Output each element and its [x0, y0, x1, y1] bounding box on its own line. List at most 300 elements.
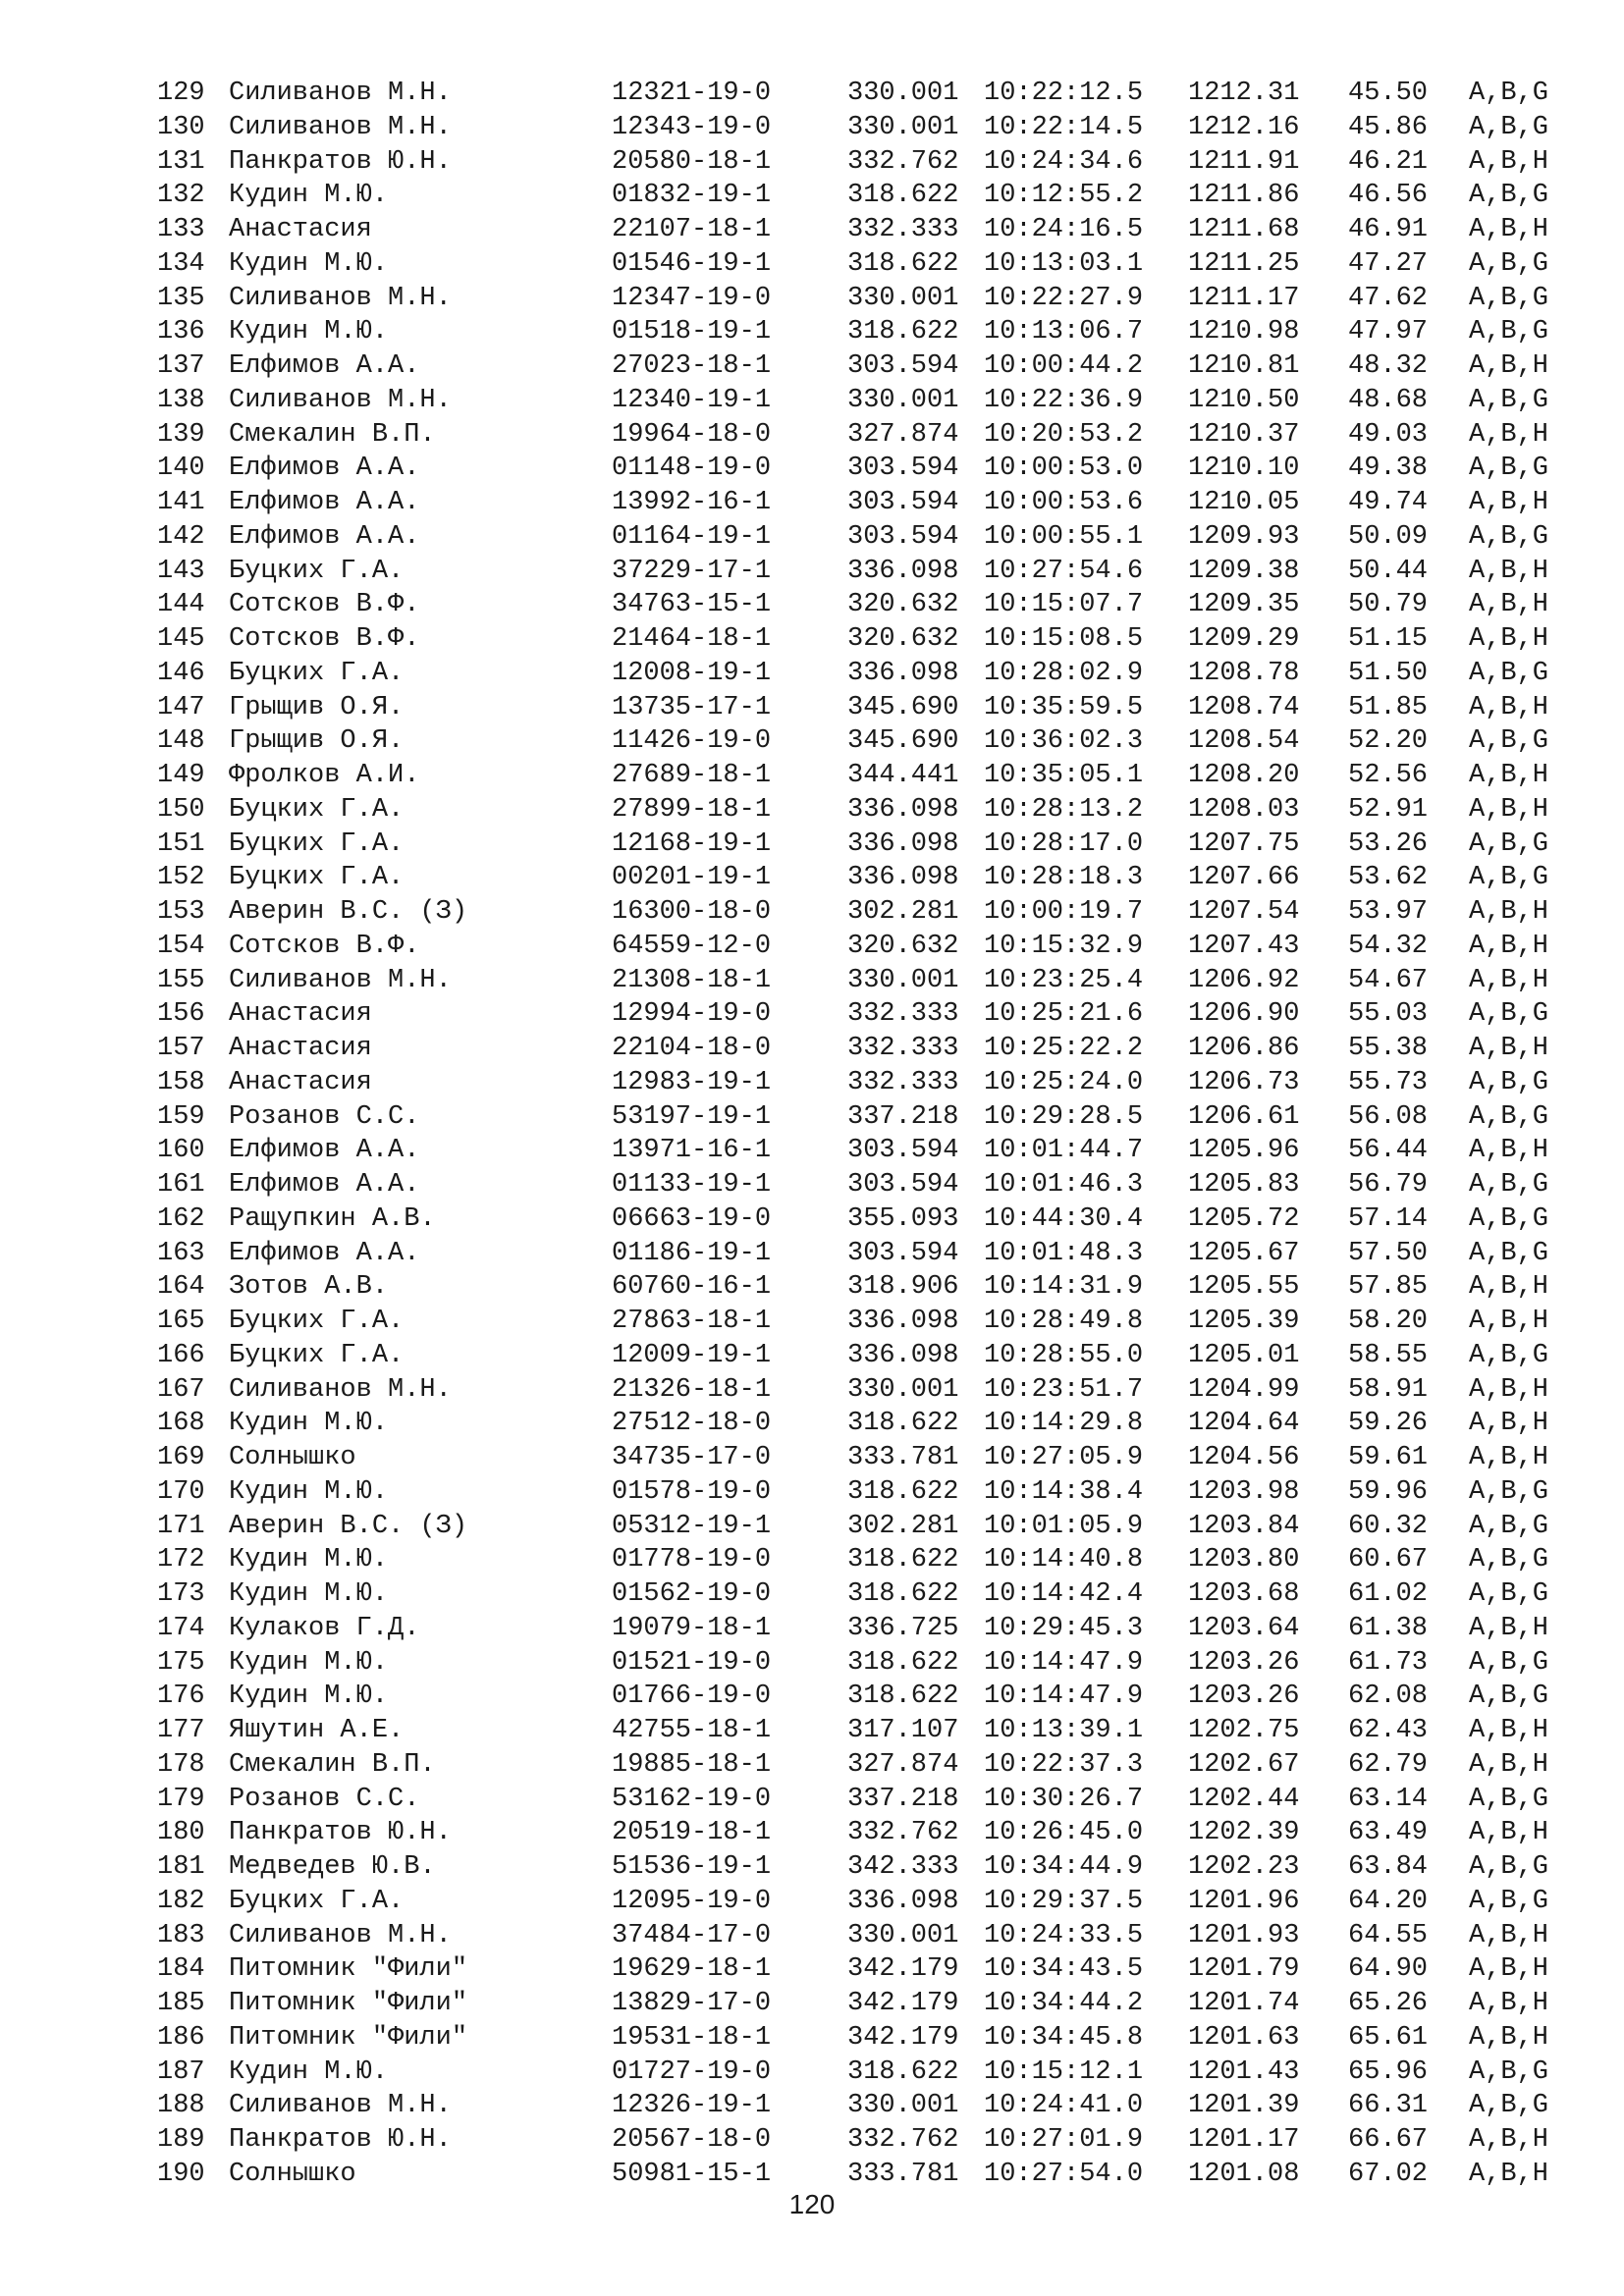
place-cell: 187 [157, 2056, 205, 2087]
coefficient-cell: 54.67 [1348, 965, 1429, 995]
table-row [157, 1885, 1561, 1919]
place-cell: 172 [157, 1545, 205, 1575]
coefficient-cell: 50.09 [1348, 521, 1429, 552]
categories-cell: A,B,H [1469, 2125, 1549, 2155]
ring-number-cell: 27689-18-1 [612, 761, 772, 790]
speed-cell: 1210.37 [1188, 419, 1300, 450]
coefficient-cell: 60.67 [1348, 1545, 1429, 1575]
speed-cell: 1205.72 [1188, 1203, 1300, 1234]
speed-cell: 1206.61 [1188, 1101, 1300, 1132]
categories-cell: A,B,G [1469, 1067, 1549, 1097]
place-cell: 181 [157, 1852, 205, 1882]
place-cell: 136 [157, 317, 205, 347]
arrival-time-cell: 10:28:55.0 [984, 1340, 1144, 1370]
arrival-time-cell: 10:01:46.3 [984, 1170, 1144, 1200]
ring-number-cell: 12095-19-0 [612, 1886, 772, 1916]
place-cell: 190 [157, 2159, 205, 2189]
distance-cell: 327.874 [847, 1749, 959, 1780]
speed-cell: 1207.54 [1188, 897, 1300, 927]
owner-name-cell: Силиванов М.Н. [229, 1920, 452, 1950]
owner-name-cell: Грыщив О.Я. [229, 726, 405, 757]
arrival-time-cell: 10:30:26.7 [984, 1784, 1144, 1814]
ring-number-cell: 37484-17-0 [612, 1920, 772, 1950]
distance-cell: 317.107 [847, 1716, 959, 1745]
place-cell: 177 [157, 1716, 205, 1745]
coefficient-cell: 53.26 [1348, 828, 1429, 859]
arrival-time-cell: 10:22:37.3 [984, 1749, 1144, 1780]
speed-cell: 1209.93 [1188, 521, 1300, 552]
ring-number-cell: 12347-19-0 [612, 283, 772, 313]
place-cell: 132 [157, 181, 205, 211]
owner-name-cell: Сотсков В.Ф. [229, 590, 420, 620]
owner-name-cell: Смекалин В.П. [229, 419, 436, 450]
speed-cell: 1206.92 [1188, 965, 1300, 995]
ring-number-cell: 05312-19-1 [612, 1511, 772, 1541]
place-cell: 186 [157, 2022, 205, 2053]
categories-cell: A,B,H [1469, 1818, 1549, 1848]
ring-number-cell: 12008-19-1 [612, 658, 772, 688]
coefficient-cell: 62.08 [1348, 1682, 1429, 1712]
arrival-time-cell: 10:29:37.5 [984, 1886, 1144, 1916]
speed-cell: 1208.20 [1188, 761, 1300, 790]
speed-cell: 1201.43 [1188, 2056, 1300, 2087]
categories-cell: A,B,G [1469, 181, 1549, 211]
speed-cell: 1208.78 [1188, 658, 1300, 688]
place-cell: 130 [157, 112, 205, 142]
categories-cell: A,B,G [1469, 999, 1549, 1030]
ring-number-cell: 16300-18-0 [612, 897, 772, 927]
table-row [157, 1714, 1561, 1748]
place-cell: 137 [157, 351, 205, 381]
speed-cell: 1210.98 [1188, 317, 1300, 347]
distance-cell: 336.098 [847, 863, 959, 893]
arrival-time-cell: 10:28:17.0 [984, 828, 1144, 859]
speed-cell: 1209.38 [1188, 556, 1300, 586]
categories-cell: A,B,G [1469, 79, 1549, 108]
owner-name-cell: Сотсков В.Ф. [229, 624, 420, 654]
table-row [157, 997, 1561, 1032]
table-row [157, 384, 1561, 418]
coefficient-cell: 48.68 [1348, 385, 1429, 415]
coefficient-cell: 49.03 [1348, 419, 1429, 450]
speed-cell: 1201.93 [1188, 1920, 1300, 1950]
table-row [157, 111, 1561, 145]
categories-cell: A,B,G [1469, 1682, 1549, 1712]
categories-cell: A,B,H [1469, 1136, 1549, 1166]
place-cell: 157 [157, 1034, 205, 1063]
coefficient-cell: 53.97 [1348, 897, 1429, 927]
owner-name-cell: Кудин М.Ю. [229, 181, 389, 211]
owner-name-cell: Кудин М.Ю. [229, 1476, 389, 1507]
ring-number-cell: 37229-17-1 [612, 556, 772, 586]
speed-cell: 1205.39 [1188, 1307, 1300, 1336]
owner-name-cell: Силиванов М.Н. [229, 2091, 452, 2121]
arrival-time-cell: 10:34:44.9 [984, 1852, 1144, 1882]
coefficient-cell: 62.79 [1348, 1749, 1429, 1780]
place-cell: 148 [157, 726, 205, 757]
table-row [157, 145, 1561, 180]
table-row [157, 1577, 1561, 1612]
arrival-time-cell: 10:14:31.9 [984, 1272, 1144, 1303]
arrival-time-cell: 10:01:44.7 [984, 1136, 1144, 1166]
categories-cell: A,B,H [1469, 590, 1549, 620]
categories-cell: A,B,H [1469, 1613, 1549, 1643]
arrival-time-cell: 10:15:07.7 [984, 590, 1144, 620]
owner-name-cell: Кудин М.Ю. [229, 1545, 389, 1575]
table-row [157, 793, 1561, 828]
table-row [157, 1680, 1561, 1714]
place-cell: 151 [157, 828, 205, 859]
table-row [157, 1919, 1561, 1953]
arrival-time-cell: 10:01:48.3 [984, 1238, 1144, 1268]
place-cell: 162 [157, 1203, 205, 1234]
table-row [157, 622, 1561, 657]
categories-cell: A,B,G [1469, 283, 1549, 313]
ring-number-cell: 19629-18-1 [612, 1954, 772, 1985]
page-number: 120 [788, 2189, 836, 2219]
ring-number-cell: 12983-19-1 [612, 1067, 772, 1097]
ring-number-cell: 13992-16-1 [612, 488, 772, 517]
coefficient-cell: 60.32 [1348, 1511, 1429, 1541]
speed-cell: 1210.05 [1188, 488, 1300, 517]
place-cell: 131 [157, 146, 205, 177]
place-cell: 165 [157, 1307, 205, 1336]
speed-cell: 1207.75 [1188, 828, 1300, 859]
speed-cell: 1208.54 [1188, 726, 1300, 757]
place-cell: 139 [157, 419, 205, 450]
categories-cell: A,B,H [1469, 1954, 1549, 1985]
ring-number-cell: 01832-19-1 [612, 181, 772, 211]
coefficient-cell: 45.50 [1348, 79, 1429, 108]
distance-cell: 342.179 [847, 2022, 959, 2053]
ring-number-cell: 19079-18-1 [612, 1613, 772, 1643]
owner-name-cell: Смекалин В.П. [229, 1749, 436, 1780]
table-row [157, 1270, 1561, 1305]
coefficient-cell: 57.85 [1348, 1272, 1429, 1303]
place-cell: 146 [157, 658, 205, 688]
coefficient-cell: 56.79 [1348, 1170, 1429, 1200]
ring-number-cell: 12343-19-0 [612, 112, 772, 142]
arrival-time-cell: 10:25:24.0 [984, 1067, 1144, 1097]
arrival-time-cell: 10:44:30.4 [984, 1203, 1144, 1234]
table-row [157, 1202, 1561, 1237]
categories-cell: A,B,G [1469, 1647, 1549, 1678]
arrival-time-cell: 10:27:54.0 [984, 2159, 1144, 2189]
place-cell: 133 [157, 215, 205, 244]
place-cell: 149 [157, 761, 205, 790]
coefficient-cell: 49.38 [1348, 454, 1429, 484]
categories-cell: A,B,H [1469, 931, 1549, 961]
arrival-time-cell: 10:22:12.5 [984, 79, 1144, 108]
ring-number-cell: 06663-19-0 [612, 1203, 772, 1234]
owner-name-cell: Грыщив О.Я. [229, 692, 405, 722]
coefficient-cell: 63.84 [1348, 1852, 1429, 1882]
owner-name-cell: Зотов А.В. [229, 1272, 389, 1303]
owner-name-cell: Елфимов А.А. [229, 351, 420, 381]
table-row [157, 282, 1561, 316]
coefficient-cell: 61.73 [1348, 1647, 1429, 1678]
place-cell: 183 [157, 1920, 205, 1950]
coefficient-cell: 63.14 [1348, 1784, 1429, 1814]
coefficient-cell: 66.67 [1348, 2125, 1429, 2155]
ring-number-cell: 12168-19-1 [612, 828, 772, 859]
ring-number-cell: 51536-19-1 [612, 1852, 772, 1882]
ring-number-cell: 27899-18-1 [612, 794, 772, 825]
place-cell: 143 [157, 556, 205, 586]
arrival-time-cell: 10:23:25.4 [984, 965, 1144, 995]
distance-cell: 330.001 [847, 1920, 959, 1950]
distance-cell: 320.632 [847, 931, 959, 961]
distance-cell: 327.874 [847, 419, 959, 450]
place-cell: 129 [157, 79, 205, 108]
distance-cell: 318.622 [847, 1409, 959, 1439]
coefficient-cell: 57.50 [1348, 1238, 1429, 1268]
owner-name-cell: Буцких Г.А. [229, 556, 405, 586]
ring-number-cell: 50981-15-1 [612, 2159, 772, 2189]
ring-number-cell: 11426-19-0 [612, 726, 772, 757]
distance-cell: 333.781 [847, 2159, 959, 2189]
distance-cell: 302.281 [847, 897, 959, 927]
arrival-time-cell: 10:14:42.4 [984, 1579, 1144, 1609]
place-cell: 155 [157, 965, 205, 995]
table-row [157, 2021, 1561, 2056]
owner-name-cell: Аверин В.С. (З) [229, 1511, 468, 1541]
arrival-time-cell: 10:13:39.1 [984, 1716, 1144, 1745]
distance-cell: 302.281 [847, 1511, 959, 1541]
ring-number-cell: 19531-18-1 [612, 2022, 772, 2053]
arrival-time-cell: 10:34:43.5 [984, 1954, 1144, 1985]
coefficient-cell: 59.61 [1348, 1443, 1429, 1472]
categories-cell: A,B,G [1469, 1852, 1549, 1882]
categories-cell: A,B,G [1469, 1170, 1549, 1200]
arrival-time-cell: 10:24:34.6 [984, 146, 1144, 177]
table-row [157, 861, 1561, 895]
arrival-time-cell: 10:14:47.9 [984, 1682, 1144, 1712]
arrival-time-cell: 10:23:51.7 [984, 1374, 1144, 1405]
ring-number-cell: 01164-19-1 [612, 521, 772, 552]
coefficient-cell: 51.85 [1348, 692, 1429, 722]
ring-number-cell: 13829-17-0 [612, 1989, 772, 2018]
owner-name-cell: Розанов С.С. [229, 1101, 420, 1132]
coefficient-cell: 64.20 [1348, 1886, 1429, 1916]
table-row [157, 1134, 1561, 1168]
owner-name-cell: Кудин М.Ю. [229, 1579, 389, 1609]
ring-number-cell: 34763-15-1 [612, 590, 772, 620]
ring-number-cell: 20580-18-1 [612, 146, 772, 177]
distance-cell: 318.622 [847, 248, 959, 279]
coefficient-cell: 46.21 [1348, 146, 1429, 177]
owner-name-cell: Кудин М.Ю. [229, 317, 389, 347]
categories-cell: A,B,G [1469, 1101, 1549, 1132]
speed-cell: 1211.68 [1188, 215, 1300, 244]
speed-cell: 1203.84 [1188, 1511, 1300, 1541]
place-cell: 176 [157, 1682, 205, 1712]
owner-name-cell: Буцких Г.А. [229, 1307, 405, 1336]
place-cell: 185 [157, 1989, 205, 2018]
categories-cell: A,B,G [1469, 1784, 1549, 1814]
coefficient-cell: 47.27 [1348, 248, 1429, 279]
distance-cell: 318.622 [847, 317, 959, 347]
owner-name-cell: Анастасия [229, 215, 372, 244]
categories-cell: A,B,G [1469, 828, 1549, 859]
coefficient-cell: 53.62 [1348, 863, 1429, 893]
categories-cell: A,B,G [1469, 2091, 1549, 2121]
arrival-time-cell: 10:35:05.1 [984, 761, 1144, 790]
categories-cell: A,B,G [1469, 248, 1549, 279]
distance-cell: 330.001 [847, 79, 959, 108]
ring-number-cell: 12326-19-1 [612, 2091, 772, 2121]
place-cell: 138 [157, 385, 205, 415]
place-cell: 134 [157, 248, 205, 279]
categories-cell: A,B,H [1469, 2022, 1549, 2053]
coefficient-cell: 67.02 [1348, 2159, 1429, 2189]
coefficient-cell: 55.03 [1348, 999, 1429, 1030]
speed-cell: 1204.99 [1188, 1374, 1300, 1405]
ring-number-cell: 12340-19-1 [612, 385, 772, 415]
owner-name-cell: Солнышко [229, 1443, 356, 1472]
ring-number-cell: 13735-17-1 [612, 692, 772, 722]
categories-cell: A,B,H [1469, 794, 1549, 825]
coefficient-cell: 51.50 [1348, 658, 1429, 688]
place-cell: 175 [157, 1647, 205, 1678]
coefficient-cell: 54.32 [1348, 931, 1429, 961]
speed-cell: 1212.16 [1188, 112, 1300, 142]
coefficient-cell: 52.20 [1348, 726, 1429, 757]
place-cell: 171 [157, 1511, 205, 1541]
table-row [157, 77, 1561, 111]
arrival-time-cell: 10:27:54.6 [984, 556, 1144, 586]
ring-number-cell: 12994-19-0 [612, 999, 772, 1030]
arrival-time-cell: 10:00:53.0 [984, 454, 1144, 484]
place-cell: 184 [157, 1954, 205, 1985]
arrival-time-cell: 10:24:41.0 [984, 2091, 1144, 2121]
table-row [157, 2158, 1561, 2192]
categories-cell: A,B,H [1469, 1749, 1549, 1780]
distance-cell: 336.098 [847, 794, 959, 825]
place-cell: 152 [157, 863, 205, 893]
speed-cell: 1203.26 [1188, 1682, 1300, 1712]
categories-cell: A,B,H [1469, 2159, 1549, 2189]
categories-cell: A,B,H [1469, 1307, 1549, 1336]
ring-number-cell: 01518-19-1 [612, 317, 772, 347]
arrival-time-cell: 10:15:12.1 [984, 2056, 1144, 2087]
table-row [157, 247, 1561, 282]
distance-cell: 342.179 [847, 1989, 959, 2018]
place-cell: 170 [157, 1476, 205, 1507]
speed-cell: 1205.01 [1188, 1340, 1300, 1370]
ring-number-cell: 27023-18-1 [612, 351, 772, 381]
arrival-time-cell: 10:22:27.9 [984, 283, 1144, 313]
speed-cell: 1201.96 [1188, 1886, 1300, 1916]
distance-cell: 332.333 [847, 215, 959, 244]
coefficient-cell: 47.97 [1348, 317, 1429, 347]
ring-number-cell: 01578-19-0 [612, 1476, 772, 1507]
arrival-time-cell: 10:28:18.3 [984, 863, 1144, 893]
table-row [157, 1339, 1561, 1373]
arrival-time-cell: 10:29:45.3 [984, 1613, 1144, 1643]
table-row [157, 1066, 1561, 1100]
distance-cell: 330.001 [847, 965, 959, 995]
arrival-time-cell: 10:24:33.5 [984, 1920, 1144, 1950]
distance-cell: 332.333 [847, 999, 959, 1030]
owner-name-cell: Яшутин А.Е. [229, 1716, 405, 1745]
distance-cell: 330.001 [847, 385, 959, 415]
place-cell: 164 [157, 1272, 205, 1303]
distance-cell: 320.632 [847, 624, 959, 654]
speed-cell: 1203.64 [1188, 1613, 1300, 1643]
place-cell: 179 [157, 1784, 205, 1814]
place-cell: 135 [157, 283, 205, 313]
place-cell: 174 [157, 1613, 205, 1643]
owner-name-cell: Кулаков Г.Д. [229, 1613, 420, 1643]
speed-cell: 1201.79 [1188, 1954, 1300, 1985]
speed-cell: 1207.43 [1188, 931, 1300, 961]
arrival-time-cell: 10:20:53.2 [984, 419, 1144, 450]
owner-name-cell: Аверин В.С. (З) [229, 897, 468, 927]
distance-cell: 303.594 [847, 454, 959, 484]
place-cell: 147 [157, 692, 205, 722]
distance-cell: 337.218 [847, 1784, 959, 1814]
categories-cell: A,B,H [1469, 965, 1549, 995]
owner-name-cell: Солнышко [229, 2159, 356, 2189]
coefficient-cell: 61.38 [1348, 1613, 1429, 1643]
distance-cell: 318.622 [847, 181, 959, 211]
place-cell: 156 [157, 999, 205, 1030]
categories-cell: A,B,H [1469, 761, 1549, 790]
distance-cell: 318.622 [847, 1579, 959, 1609]
owner-name-cell: Силиванов М.Н. [229, 385, 452, 415]
place-cell: 150 [157, 794, 205, 825]
owner-name-cell: Кудин М.Ю. [229, 1409, 389, 1439]
categories-cell: A,B,H [1469, 624, 1549, 654]
distance-cell: 303.594 [847, 1136, 959, 1166]
ring-number-cell: 53162-19-0 [612, 1784, 772, 1814]
table-row [157, 2056, 1561, 2090]
ring-number-cell: 60760-16-1 [612, 1272, 772, 1303]
arrival-time-cell: 10:00:55.1 [984, 521, 1144, 552]
place-cell: 154 [157, 931, 205, 961]
table-row [157, 1100, 1561, 1135]
speed-cell: 1208.74 [1188, 692, 1300, 722]
coefficient-cell: 47.62 [1348, 283, 1429, 313]
owner-name-cell: Елфимов А.А. [229, 521, 420, 552]
table-row [157, 1987, 1561, 2021]
arrival-time-cell: 10:29:28.5 [984, 1101, 1144, 1132]
ring-number-cell: 01727-19-0 [612, 2056, 772, 2087]
owner-name-cell: Кудин М.Ю. [229, 1647, 389, 1678]
arrival-time-cell: 10:25:21.6 [984, 999, 1144, 1030]
ring-number-cell: 22104-18-0 [612, 1034, 772, 1063]
ring-number-cell: 13971-16-1 [612, 1136, 772, 1166]
ring-number-cell: 27863-18-1 [612, 1307, 772, 1336]
categories-cell: A,B,G [1469, 863, 1549, 893]
speed-cell: 1209.35 [1188, 590, 1300, 620]
speed-cell: 1201.17 [1188, 2125, 1300, 2155]
table-row [157, 1783, 1561, 1817]
table-row [157, 828, 1561, 862]
arrival-time-cell: 10:34:45.8 [984, 2022, 1144, 2053]
speed-cell: 1211.17 [1188, 283, 1300, 313]
table-row [157, 895, 1561, 930]
ring-number-cell: 20519-18-1 [612, 1818, 772, 1848]
ring-number-cell: 22107-18-1 [612, 215, 772, 244]
owner-name-cell: Кудин М.Ю. [229, 2056, 389, 2087]
ring-number-cell: 19964-18-0 [612, 419, 772, 450]
owner-name-cell: Сотсков В.Ф. [229, 931, 420, 961]
categories-cell: A,B,G [1469, 2056, 1549, 2087]
categories-cell: A,B,H [1469, 351, 1549, 381]
speed-cell: 1204.56 [1188, 1443, 1300, 1472]
